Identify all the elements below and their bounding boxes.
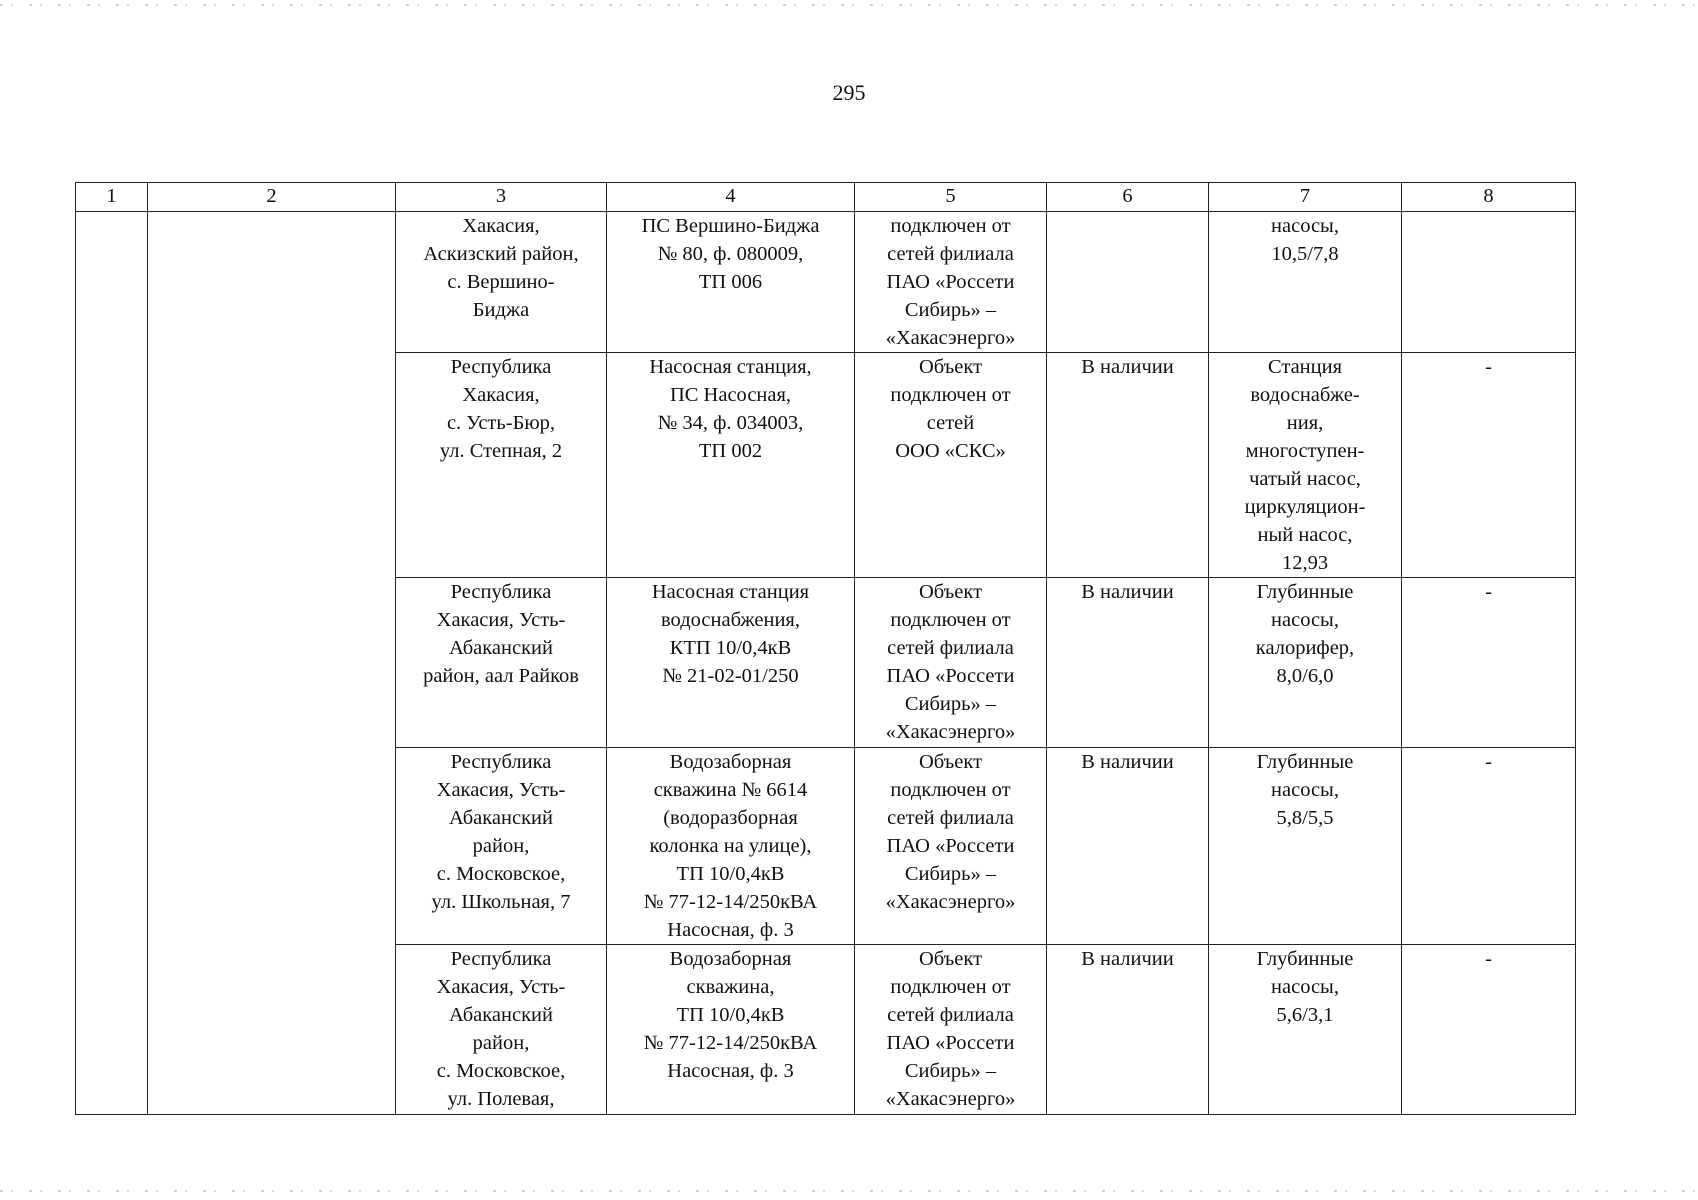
availability-cell: В наличии — [1047, 353, 1209, 578]
availability-cell: В наличии — [1047, 578, 1209, 748]
power-source-cell: ПС Вершино-Биджа № 80, ф. 080009, ТП 006 — [607, 212, 855, 353]
column-number: 7 — [1209, 183, 1402, 212]
connection-cell: Объект подключен от сетей филиала ПАО «Россети Сибирь» – «Хакасэнерго» — [855, 748, 1047, 945]
availability-cell: В наличии — [1047, 748, 1209, 945]
equipment-cell: Станция водоснабже- ния, многоступен- чатый насос, циркуляцион- ный насос, 12,93 — [1209, 353, 1402, 578]
note-cell: - — [1402, 945, 1576, 1115]
note-cell: - — [1402, 748, 1576, 945]
connection-cell: Объект подключен от сетей филиала ПАО «Россети Сибирь» – «Хакасэнерго» — [855, 945, 1047, 1115]
connection-cell: подключен от сетей филиала ПАО «Россети Сибирь» – «Хакасэнерго» — [855, 212, 1047, 353]
column-number: 6 — [1047, 183, 1209, 212]
data-table — [75, 182, 1576, 1115]
connection-cell: Объект подключен от сетей ООО «СКС» — [855, 353, 1047, 578]
power-source-cell: Водозаборная скважина № 6614 (водоразборная колонка на улице), ТП 10/0,4кВ № 77-12-14/250кВА Насосная, ф. 3 — [607, 748, 855, 945]
availability-cell — [1047, 212, 1209, 353]
equipment-cell: Глубинные насосы, 5,6/3,1 — [1209, 945, 1402, 1115]
address-cell: Республика Хакасия, с. Усть-Бюр, ул. Степная, 2 — [396, 353, 607, 578]
merged-cell-col1 — [76, 212, 148, 1115]
column-number: 3 — [396, 183, 607, 212]
equipment-cell: Глубинные насосы, калорифер, 8,0/6,0 — [1209, 578, 1402, 748]
table-row — [76, 212, 1576, 353]
note-cell: - — [1402, 578, 1576, 748]
address-cell: Республика Хакасия, Усть- Абаканский район, с. Московское, ул. Полевая, — [396, 945, 607, 1115]
note-cell — [1402, 212, 1576, 353]
column-number-row — [76, 183, 1576, 212]
column-number: 1 — [76, 183, 148, 212]
column-number: 2 — [148, 183, 396, 212]
connection-cell: Объект подключен от сетей филиала ПАО «Россети Сибирь» – «Хакасэнерго» — [855, 578, 1047, 748]
equipment-cell: насосы, 10,5/7,8 — [1209, 212, 1402, 353]
power-source-cell: Насосная станция водоснабжения, КТП 10/0,4кВ № 21-02-01/250 — [607, 578, 855, 748]
power-source-cell: Насосная станция, ПС Насосная, № 34, ф. 034003, ТП 002 — [607, 353, 855, 578]
merged-cell-col2 — [148, 212, 396, 1115]
address-cell: Республика Хакасия, Усть- Абаканский район, аал Райков — [396, 578, 607, 748]
column-number: 4 — [607, 183, 855, 212]
note-cell: - — [1402, 353, 1576, 578]
availability-cell: В наличии — [1047, 945, 1209, 1115]
address-cell: Республика Хакасия, Усть- Абаканский район, с. Московское, ул. Школьная, 7 — [396, 748, 607, 945]
power-source-cell: Водозаборная скважина, ТП 10/0,4кВ № 77-12-14/250кВА Насосная, ф. 3 — [607, 945, 855, 1115]
address-cell: Хакасия, Аскизский район, с. Вершино- Биджа — [396, 212, 607, 353]
column-number: 8 — [1402, 183, 1576, 212]
scan-noise-top — [0, 4, 1698, 6]
page-number: 295 — [832, 80, 866, 105]
column-number: 5 — [855, 183, 1047, 212]
scan-noise-bottom — [0, 1190, 1698, 1192]
equipment-cell: Глубинные насосы, 5,8/5,5 — [1209, 748, 1402, 945]
